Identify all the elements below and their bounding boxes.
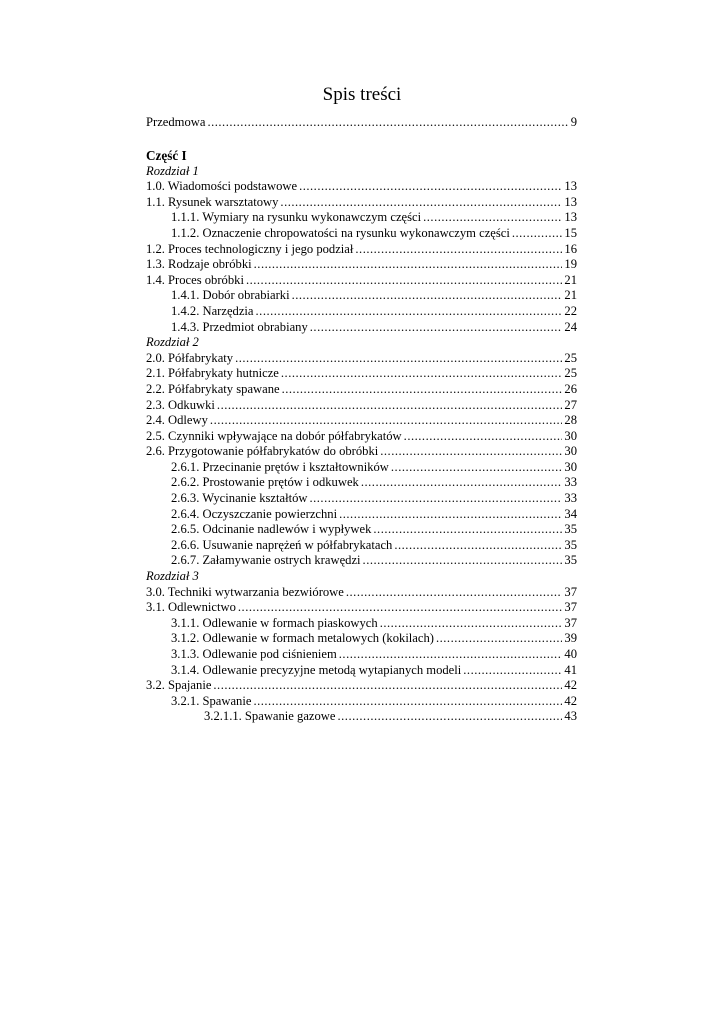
toc-entry-page: 35 bbox=[564, 553, 577, 568]
toc-entry-label: 3.1.4. Odlewanie precyzyjne metodą wytapianych modeli bbox=[171, 662, 462, 677]
toc-entry-page: 25 bbox=[564, 350, 577, 365]
page-title: Spis treści bbox=[322, 84, 402, 105]
toc-entry[interactable] bbox=[146, 242, 577, 258]
toc-leader-dots bbox=[355, 242, 562, 258]
toc-leader-dots bbox=[246, 273, 562, 289]
toc-entry[interactable] bbox=[146, 320, 577, 336]
toc-entry-page: 33 bbox=[564, 491, 577, 506]
toc-entry[interactable] bbox=[146, 585, 577, 601]
toc-leader-dots bbox=[512, 226, 563, 242]
toc-entry-page: 35 bbox=[564, 537, 577, 552]
toc-entry-label: 3.1. Odlewnictwo bbox=[146, 600, 236, 615]
toc-entry[interactable] bbox=[146, 226, 577, 242]
toc-entry-page: 42 bbox=[564, 693, 577, 708]
toc-entry-page: 15 bbox=[564, 225, 577, 240]
toc-entry-label: 2.6.6. Usuwanie naprężeń w półfabrykatach bbox=[171, 537, 393, 552]
table-of-contents bbox=[146, 115, 577, 725]
toc-entry-page: 37 bbox=[564, 600, 577, 615]
toc-leader-dots bbox=[404, 429, 563, 445]
toc-entry-label: 1.1.1. Wymiary na rysunku wykonawczym części bbox=[171, 210, 422, 225]
toc-entry-label: 3.2. Spajanie bbox=[146, 678, 212, 693]
toc-entry-page: 40 bbox=[564, 647, 577, 661]
toc-entry-label: 1.1. Rysunek warsztatowy bbox=[146, 194, 279, 209]
toc-entry[interactable] bbox=[146, 257, 577, 273]
toc-entry[interactable] bbox=[146, 538, 577, 554]
toc-entry[interactable] bbox=[146, 210, 577, 226]
toc-entry[interactable] bbox=[146, 413, 577, 429]
toc-leader-dots bbox=[238, 600, 563, 616]
toc-entry-label: 1.2. Proces technologiczny i jego podział bbox=[146, 241, 354, 256]
toc-entry-page: 27 bbox=[564, 397, 577, 412]
toc-leader-dots bbox=[309, 491, 562, 507]
toc-entry-label: 2.6.4. Oczyszczanie powierzchni bbox=[171, 506, 338, 521]
toc-entry[interactable] bbox=[146, 351, 577, 367]
toc-entry-page: 26 bbox=[564, 381, 577, 396]
part-heading: Część I bbox=[146, 147, 187, 163]
chapter-heading: Rozdział 1 bbox=[146, 163, 199, 178]
toc-entry-page: 21 bbox=[564, 272, 577, 287]
toc-entry-page: 21 bbox=[564, 288, 577, 303]
toc-leader-dots bbox=[380, 444, 562, 460]
toc-leader-dots bbox=[253, 694, 562, 710]
toc-entry[interactable] bbox=[146, 398, 577, 414]
toc-entry-page: 13 bbox=[564, 179, 577, 194]
toc-entry-label: 1.4.3. Przedmiot obrabiany bbox=[171, 319, 308, 334]
toc-leader-dots bbox=[380, 616, 563, 632]
toc-entry-page: 16 bbox=[564, 241, 577, 256]
chapter-heading: Rozdział 3 bbox=[146, 569, 199, 584]
toc-entry-page: 30 bbox=[564, 459, 577, 474]
toc-entry-page: 35 bbox=[564, 522, 577, 537]
toc-leader-dots bbox=[463, 663, 562, 679]
toc-leader-dots bbox=[282, 382, 563, 398]
toc-entry-label: 2.0. Półfabrykaty bbox=[146, 350, 234, 365]
toc-leader-dots bbox=[210, 413, 562, 429]
toc-entry-page: 30 bbox=[564, 428, 577, 443]
toc-entry-label: 1.0. Wiadomości podstawowe bbox=[146, 179, 298, 194]
toc-entry[interactable] bbox=[146, 195, 577, 211]
toc-entry[interactable] bbox=[146, 616, 577, 632]
toc-entry-label: 1.3. Rodzaje obróbki bbox=[146, 257, 252, 272]
toc-leader-dots bbox=[391, 460, 563, 476]
toc-entry-label: 2.6.5. Odcinanie nadlewów i wypływek bbox=[171, 522, 372, 537]
toc-entry-page: 33 bbox=[564, 475, 577, 490]
toc-leader-dots bbox=[213, 678, 562, 694]
toc-leader-dots bbox=[394, 538, 562, 554]
toc-entry[interactable] bbox=[146, 288, 577, 304]
toc-leader-dots bbox=[299, 179, 562, 195]
toc-entry[interactable] bbox=[146, 631, 577, 647]
toc-entry-label: 2.4. Odlewy bbox=[146, 413, 208, 428]
toc-entry-page: 37 bbox=[564, 584, 577, 599]
toc-entry-page: 28 bbox=[564, 413, 577, 428]
toc-entry-label: 1.4.2. Narzędzia bbox=[171, 303, 254, 318]
toc-entry[interactable] bbox=[146, 678, 577, 694]
toc-leader-dots bbox=[363, 553, 563, 569]
toc-leader-dots bbox=[346, 585, 563, 601]
toc-entry[interactable] bbox=[146, 507, 577, 523]
toc-entry-preface[interactable] bbox=[146, 115, 577, 131]
toc-entry-label: Przedmowa bbox=[146, 115, 206, 129]
toc-entry-label: 2.6.1. Przecinanie prętów i kształtowników bbox=[171, 459, 389, 474]
toc-entry-page: 19 bbox=[564, 257, 577, 272]
toc-leader-dots bbox=[254, 257, 563, 273]
toc-entry[interactable] bbox=[146, 491, 577, 507]
toc-entry-label: 2.1. Półfabrykaty hutnicze bbox=[146, 366, 279, 381]
toc-entry[interactable] bbox=[146, 429, 577, 445]
toc-entry-page: 9 bbox=[570, 115, 577, 129]
toc-entry-label: 3.1.1. Odlewanie w formach piaskowych bbox=[171, 615, 378, 630]
toc-leader-dots bbox=[361, 475, 563, 491]
toc-entry[interactable] bbox=[146, 647, 577, 663]
toc-entry-label: 3.2.1.1. Spawanie gazowe bbox=[204, 709, 336, 724]
toc-entry-page: 25 bbox=[564, 366, 577, 381]
toc-entry-label: 1.4. Proces obróbki bbox=[146, 272, 244, 287]
toc-entry-page: 13 bbox=[564, 210, 577, 225]
toc-entry[interactable] bbox=[146, 304, 577, 320]
toc-leader-dots bbox=[338, 709, 563, 725]
toc-entry[interactable] bbox=[146, 179, 577, 195]
toc-entry[interactable] bbox=[146, 694, 577, 710]
toc-leader-dots bbox=[292, 288, 563, 304]
toc-entry-label: 3.1.2. Odlewanie w formach metalowych (kokilach) bbox=[171, 631, 434, 646]
toc-leader-dots bbox=[373, 522, 562, 538]
toc-leader-dots bbox=[423, 210, 562, 226]
toc-entry-label: 3.0. Techniki wytwarzania bezwiórowe bbox=[146, 584, 344, 599]
toc-entry[interactable] bbox=[146, 600, 577, 616]
toc-entry[interactable] bbox=[146, 382, 577, 398]
toc-entry[interactable] bbox=[146, 522, 577, 538]
toc-entry-page: 30 bbox=[564, 444, 577, 459]
toc-leader-dots bbox=[339, 647, 563, 663]
toc-entry-label: 3.2.1. Spawanie bbox=[171, 693, 252, 708]
toc-entry-label: 2.6. Przygotowanie półfabrykatów do obróbki bbox=[146, 444, 379, 459]
toc-entry[interactable] bbox=[146, 273, 577, 289]
toc-leader-dots bbox=[436, 631, 562, 647]
toc-entry-page: 24 bbox=[564, 319, 577, 334]
chapter-heading: Rozdział 2 bbox=[146, 335, 199, 350]
toc-entry[interactable] bbox=[146, 663, 577, 679]
toc-leader-dots bbox=[207, 115, 568, 131]
toc-entry-label: 2.2. Półfabrykaty spawane bbox=[146, 381, 280, 396]
toc-leader-dots bbox=[310, 320, 563, 336]
toc-entry-page: 22 bbox=[564, 303, 577, 318]
toc-entry-page: 34 bbox=[564, 506, 577, 521]
chapters-container bbox=[146, 164, 577, 725]
toc-entry[interactable] bbox=[146, 553, 577, 569]
toc-entry-label: 3.1.3. Odlewanie pod ciśnieniem bbox=[171, 647, 337, 661]
toc-entry[interactable] bbox=[146, 475, 577, 491]
toc-entry-label: 2.6.3. Wycinanie kształtów bbox=[171, 491, 308, 506]
toc-leader-dots bbox=[235, 351, 562, 367]
toc-entry-label: 2.5. Czynniki wpływające na dobór półfabrykatów bbox=[146, 428, 402, 443]
toc-entry-label: 2.3. Odkuwki bbox=[146, 397, 215, 412]
toc-leader-dots bbox=[217, 398, 562, 414]
toc-entry-label: 1.4.1. Dobór obrabiarki bbox=[171, 288, 290, 303]
toc-leader-dots bbox=[339, 507, 562, 523]
toc-entry-label: 1.1.2. Oznaczenie chropowatości na rysunku wykonawczym części bbox=[171, 225, 510, 240]
toc-entry[interactable] bbox=[146, 444, 577, 460]
toc-entry[interactable] bbox=[146, 709, 577, 725]
toc-entry-page: 42 bbox=[564, 678, 577, 693]
toc-entry-label: 2.6.2. Prostowanie prętów i odkuwek bbox=[171, 475, 359, 490]
toc-entry-page: 37 bbox=[564, 615, 577, 630]
toc-leader-dots bbox=[256, 304, 563, 320]
toc-entry-page: 39 bbox=[564, 631, 577, 646]
toc-entry[interactable] bbox=[146, 366, 577, 382]
toc-leader-dots bbox=[280, 195, 562, 211]
toc-entry-page: 41 bbox=[564, 662, 577, 677]
toc-entry-label: 2.6.7. Załamywanie ostrych krawędzi bbox=[171, 553, 361, 568]
toc-entry[interactable] bbox=[146, 460, 577, 476]
toc-leader-dots bbox=[281, 366, 563, 382]
toc-entry-page: 43 bbox=[564, 709, 577, 724]
toc-entry-page: 13 bbox=[564, 194, 577, 209]
